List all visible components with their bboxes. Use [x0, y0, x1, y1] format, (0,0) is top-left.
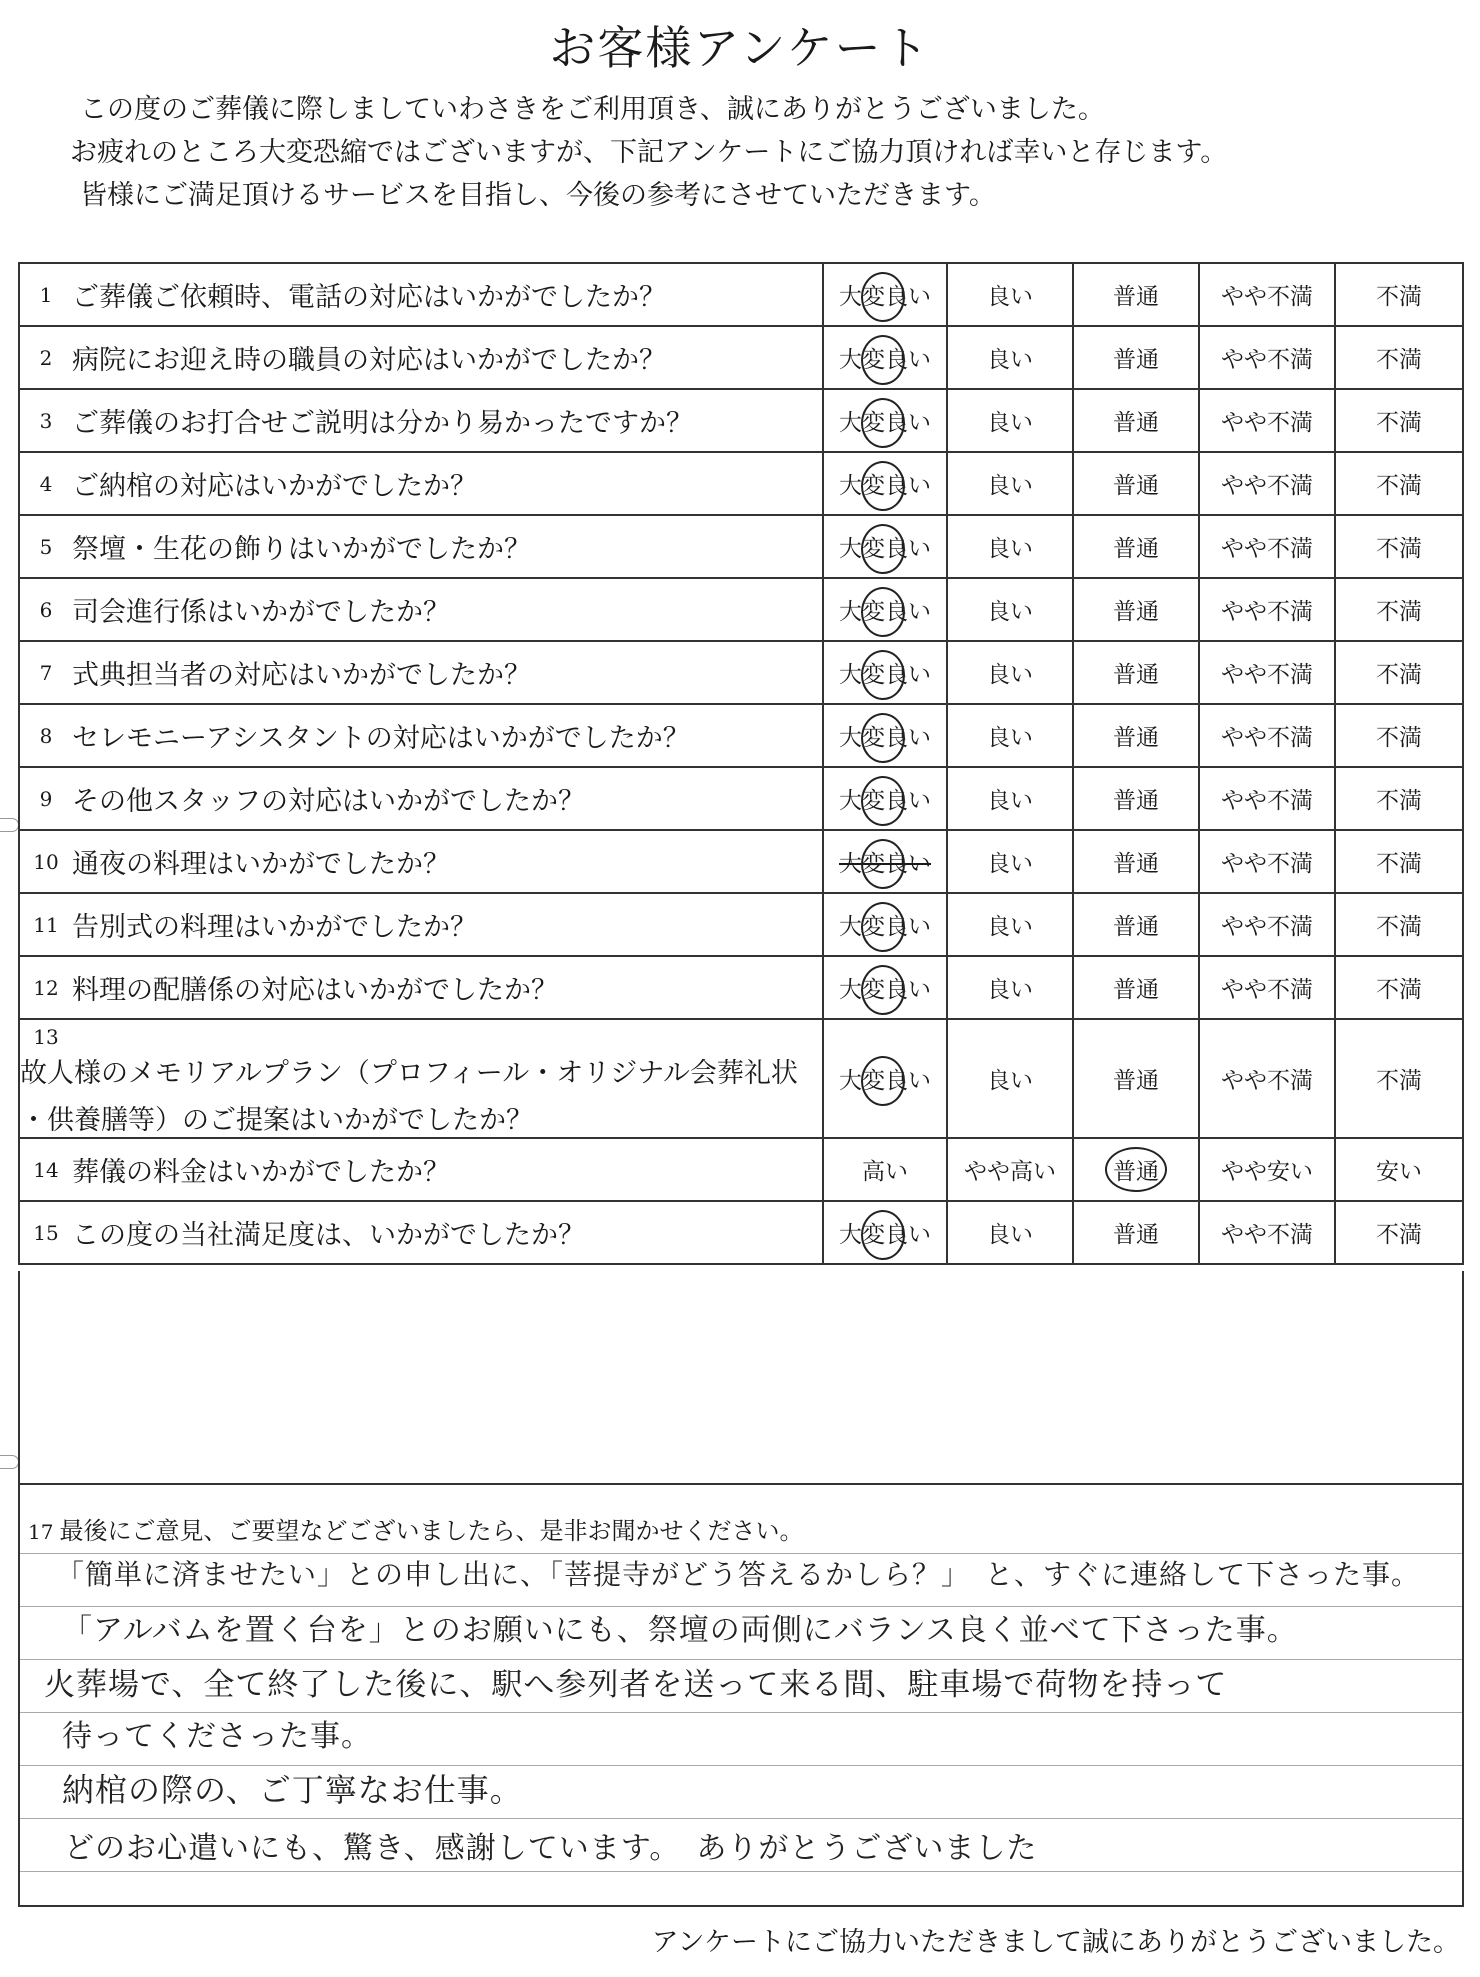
- punch-hole-mark: [0, 818, 19, 832]
- question-number: 13: [33, 1025, 59, 1049]
- question-cell: [19, 1138, 823, 1201]
- rating-option[interactable]: [1073, 263, 1199, 326]
- rating-option[interactable]: [1073, 389, 1199, 452]
- rating-option[interactable]: [1335, 578, 1463, 641]
- question-number: 5: [39, 535, 53, 559]
- rating-option[interactable]: [1335, 1019, 1463, 1138]
- question-text: 司会進行係はいかがでしたか？: [72, 597, 450, 628]
- question-cell: [19, 515, 823, 578]
- rating-option[interactable]: [823, 578, 947, 641]
- rating-option-label: 普通: [1113, 1222, 1159, 1248]
- ruled-line: [20, 1818, 1462, 1819]
- rating-option[interactable]: [1199, 1019, 1335, 1138]
- rating-option[interactable]: [1199, 452, 1335, 515]
- question-row: [19, 263, 1463, 326]
- question-row: [19, 389, 1463, 452]
- question-number: 1: [39, 283, 53, 307]
- rating-option-label: 普通: [1113, 788, 1159, 814]
- rating-option-label: やや不満: [1221, 536, 1313, 562]
- question-text: この度の当社満足度は、いかがでしたか？: [72, 1220, 585, 1251]
- question-number: 7: [39, 661, 53, 685]
- rating-option[interactable]: [1335, 1138, 1463, 1201]
- handwritten-comment: 待ってくださった事。: [62, 1719, 372, 1754]
- rating-option[interactable]: [1073, 1019, 1199, 1138]
- rating-option-label: やや不満: [1221, 662, 1313, 688]
- intro-line: この度のご葬儀に際しましていわさきをご利用頂き、誠にありがとうございました。: [80, 94, 1105, 125]
- rating-option-label: 大変良い: [839, 593, 931, 626]
- rating-option-label: 普通: [1105, 1147, 1167, 1192]
- rating-option-label: 普通: [1113, 284, 1159, 310]
- rating-option-label: 大変良い: [839, 1216, 931, 1249]
- rating-option-label: やや高い: [964, 1159, 1056, 1185]
- question-text-line: 故人様のメモリアルプラン（プロフィール・オリジナル会葬礼状: [20, 1058, 798, 1089]
- question-cell: [19, 704, 823, 767]
- rating-option-label: 良い: [987, 347, 1033, 373]
- handwritten-comment: 納棺の際の、ご丁寧なお仕事。: [62, 1771, 523, 1809]
- rating-option[interactable]: [947, 704, 1073, 767]
- rating-option-label: 大変良い: [839, 530, 931, 563]
- rating-option[interactable]: [1335, 452, 1463, 515]
- handwritten-comment: 火葬場で、全て終了した後に、駅へ参列者を送って来る間、駐車場で荷物を持って: [44, 1667, 1228, 1703]
- question-text: 式典担当者の対応はいかがでしたか？: [72, 660, 531, 691]
- rating-option[interactable]: [947, 767, 1073, 830]
- rating-option[interactable]: [1073, 1201, 1199, 1264]
- question-number: 14: [33, 1158, 59, 1182]
- question-row: [19, 893, 1463, 956]
- rating-option-label: 不満: [1376, 410, 1422, 436]
- question-number: 9: [39, 787, 53, 811]
- rating-option[interactable]: [947, 1138, 1073, 1201]
- rating-option-label: 良い: [987, 473, 1033, 499]
- rating-option-label: 不満: [1376, 284, 1422, 310]
- rating-option-label: 普通: [1113, 851, 1159, 877]
- rating-option[interactable]: [823, 263, 947, 326]
- question-cell: [19, 389, 823, 452]
- rating-option-label: やや不満: [1221, 473, 1313, 499]
- question-row: [19, 704, 1463, 767]
- intro-line: お疲れのところ大変恐縮ではございますが、下記アンケートにご協力頂ければ幸いと存じます。: [70, 137, 1228, 168]
- rating-option[interactable]: [1335, 389, 1463, 452]
- question-cell: [19, 1019, 823, 1138]
- question-cell: [19, 767, 823, 830]
- intro-text: [70, 88, 1227, 217]
- question-text: 病院にお迎え時の職員の対応はいかがでしたか？: [72, 345, 666, 376]
- rating-option-label: やや不満: [1221, 599, 1313, 625]
- rating-option-label: 良い: [987, 662, 1033, 688]
- rating-option-label: 良い: [987, 284, 1033, 310]
- rating-option-label: 大変良い: [839, 908, 931, 941]
- question-text: その他スタッフの対応はいかがでしたか？: [72, 786, 585, 817]
- question-row: [19, 1138, 1463, 1201]
- rating-option-label: 普通: [1113, 473, 1159, 499]
- rating-option-label: 普通: [1113, 410, 1159, 436]
- question-number: 11: [33, 913, 59, 937]
- rating-option-label: やや不満: [1221, 347, 1313, 373]
- rating-option[interactable]: [947, 578, 1073, 641]
- question-row: [19, 641, 1463, 704]
- question-text-line: ・供養膳等）のご提案はいかがでしたか？: [20, 1105, 533, 1136]
- rating-option-label: 普通: [1113, 914, 1159, 940]
- rating-option-label: 不満: [1376, 473, 1422, 499]
- question-number: 6: [39, 598, 53, 622]
- question-row: [19, 956, 1463, 1019]
- rating-option[interactable]: [823, 641, 947, 704]
- rating-option[interactable]: [947, 263, 1073, 326]
- rating-option-label: 不満: [1376, 599, 1422, 625]
- rating-option-label: 大変良い: [839, 404, 931, 437]
- rating-option-label: 大変良い: [839, 278, 931, 311]
- rating-option-label: 大変良い: [839, 467, 931, 500]
- blank-section: [18, 1271, 1464, 1485]
- rating-option-label: 大変良い: [839, 1062, 931, 1095]
- rating-option[interactable]: [1199, 515, 1335, 578]
- punch-hole-mark: [0, 1455, 19, 1469]
- rating-option[interactable]: [1335, 326, 1463, 389]
- rating-option-label: 普通: [1113, 599, 1159, 625]
- rating-option[interactable]: [947, 515, 1073, 578]
- rating-option-label: 良い: [987, 536, 1033, 562]
- rating-option[interactable]: [1073, 1138, 1199, 1201]
- rating-option-label: 良い: [987, 977, 1033, 1003]
- rating-option-label: 不満: [1376, 662, 1422, 688]
- rating-option[interactable]: [823, 452, 947, 515]
- question-row: [19, 1201, 1463, 1264]
- rating-option[interactable]: [823, 389, 947, 452]
- handwritten-comment: 「簡単に済ませたい」との申し出に、「菩提寺がどう答えるかしら？」 と、すぐに連絡して下さった事。: [56, 1558, 1421, 1591]
- rating-option-label: 安い: [1376, 1159, 1422, 1185]
- question-cell: [19, 452, 823, 515]
- rating-option[interactable]: [1199, 326, 1335, 389]
- rating-option[interactable]: [1073, 515, 1199, 578]
- rating-option-label: 普通: [1113, 977, 1159, 1003]
- rating-option-label: 普通: [1113, 725, 1159, 751]
- handwritten-comment: 「アルバムを置く台を」とのお願いにも、祭壇の両側にバランス良く並べて下さった事。: [62, 1613, 1298, 1648]
- rating-option[interactable]: [823, 704, 947, 767]
- handwritten-comment: どのお心遣いにも、驚き、感謝しています。 ありがとうございました: [64, 1831, 1038, 1866]
- rating-option-label: 良い: [987, 788, 1033, 814]
- rating-option[interactable]: [947, 956, 1073, 1019]
- rating-option-label: 良い: [987, 725, 1033, 751]
- rating-option-label: やや不満: [1221, 284, 1313, 310]
- rating-option-label: 大変良い: [839, 971, 931, 1004]
- rating-option[interactable]: [1199, 389, 1335, 452]
- rating-option-label: やや不満: [1221, 1068, 1313, 1094]
- rating-option-label: 不満: [1376, 347, 1422, 373]
- rating-option-label: 不満: [1376, 977, 1422, 1003]
- rating-option[interactable]: [1335, 263, 1463, 326]
- rating-option[interactable]: [1073, 641, 1199, 704]
- rating-option-label: 普通: [1113, 662, 1159, 688]
- question-number: 15: [33, 1221, 59, 1245]
- rating-option-label: やや不満: [1221, 410, 1313, 436]
- rating-option[interactable]: [947, 641, 1073, 704]
- rating-option[interactable]: [823, 767, 947, 830]
- rating-option-label: 良い: [987, 410, 1033, 436]
- rating-option[interactable]: [1199, 1138, 1335, 1201]
- question-number: 10: [33, 850, 59, 874]
- rating-option-label: 良い: [987, 851, 1033, 877]
- rating-option-label: 不満: [1376, 1222, 1422, 1248]
- question-text: 祭壇・生花の飾りはいかがでしたか？: [72, 534, 531, 565]
- question-number: 17: [28, 1520, 54, 1544]
- rating-option[interactable]: [1335, 767, 1463, 830]
- question-cell: [19, 1201, 823, 1264]
- rating-option[interactable]: [1335, 893, 1463, 956]
- rating-option-label: 普通: [1113, 347, 1159, 373]
- question-cell: [19, 830, 823, 893]
- question-text: 葬儀の料金はいかがでしたか？: [72, 1157, 450, 1188]
- rating-option-label: 不満: [1376, 851, 1422, 877]
- question-cell: [19, 263, 823, 326]
- rating-option[interactable]: [1199, 893, 1335, 956]
- rating-option[interactable]: [1335, 956, 1463, 1019]
- rating-option[interactable]: [1335, 515, 1463, 578]
- rating-option-label: 不満: [1376, 914, 1422, 940]
- rating-option-label: やや安い: [1221, 1159, 1313, 1185]
- rating-option[interactable]: [947, 1019, 1073, 1138]
- question-text: セレモニーアシスタントの対応はいかがでしたか？: [72, 723, 690, 754]
- question-cell: [19, 641, 823, 704]
- rating-option-label: やや不満: [1221, 788, 1313, 814]
- rating-option[interactable]: [1073, 578, 1199, 641]
- rating-option-label: やや不満: [1221, 725, 1313, 751]
- rating-option[interactable]: [947, 893, 1073, 956]
- rating-option-label: やや不満: [1221, 914, 1313, 940]
- rating-option[interactable]: [947, 1201, 1073, 1264]
- question-text: ご葬儀ご依頼時、電話の対応はいかがでしたか？: [72, 282, 666, 313]
- question-number: 4: [39, 472, 53, 496]
- question-row: [19, 452, 1463, 515]
- survey-title: お客様アンケート: [549, 21, 931, 75]
- rating-option-label: 良い: [987, 599, 1033, 625]
- question-number: 3: [39, 409, 53, 433]
- rating-option[interactable]: [823, 1019, 947, 1138]
- rating-option-label: 良い: [987, 1222, 1033, 1248]
- question-cell: [19, 326, 823, 389]
- question-row: [19, 326, 1463, 389]
- rating-option-label: 大変良い: [839, 656, 931, 689]
- rating-option[interactable]: [1199, 956, 1335, 1019]
- question-row: [19, 515, 1463, 578]
- rating-option[interactable]: [1335, 830, 1463, 893]
- rating-option[interactable]: [1335, 704, 1463, 767]
- rating-option[interactable]: [947, 326, 1073, 389]
- rating-option-label: 不満: [1376, 725, 1422, 751]
- rating-option[interactable]: [1199, 830, 1335, 893]
- question-text: 通夜の料理はいかがでしたか？: [72, 849, 450, 880]
- question-text: 告別式の料理はいかがでしたか？: [72, 912, 477, 943]
- rating-option[interactable]: [1073, 956, 1199, 1019]
- rating-option[interactable]: [1073, 326, 1199, 389]
- footer-thanks: アンケートにご協力いただきまして誠にありがとうございました。: [651, 1927, 1460, 1958]
- rating-option[interactable]: [1073, 452, 1199, 515]
- rating-option-label: 良い: [987, 1068, 1033, 1094]
- rating-option-label: やや不満: [1221, 851, 1313, 877]
- rating-option-label: やや不満: [1221, 1222, 1313, 1248]
- rating-option-label: やや不満: [1221, 977, 1313, 1003]
- rating-option[interactable]: [1199, 704, 1335, 767]
- rating-option[interactable]: [823, 515, 947, 578]
- rating-option[interactable]: [1199, 1201, 1335, 1264]
- question-cell: [19, 956, 823, 1019]
- rating-option-label: 不満: [1376, 1068, 1422, 1094]
- rating-option[interactable]: [947, 452, 1073, 515]
- rating-option-label: 不満: [1376, 788, 1422, 814]
- rating-option-label: 不満: [1376, 536, 1422, 562]
- rating-option[interactable]: [947, 830, 1073, 893]
- rating-option-label: 高い: [862, 1159, 908, 1185]
- question-row: [19, 1019, 1463, 1138]
- rating-option-label: 普通: [1113, 536, 1159, 562]
- rating-option-label: 普通: [1113, 1068, 1159, 1094]
- rating-option[interactable]: [823, 893, 947, 956]
- question-number: 2: [39, 346, 53, 370]
- question-text: 料理の配膳係の対応はいかがでしたか？: [72, 975, 558, 1006]
- question-row: [19, 767, 1463, 830]
- comments-section: [18, 1483, 1464, 1907]
- rating-option[interactable]: [1199, 578, 1335, 641]
- rating-option[interactable]: [947, 389, 1073, 452]
- rating-option[interactable]: [823, 1201, 947, 1264]
- question-text: [20, 1051, 798, 1137]
- question-cell: [19, 578, 823, 641]
- survey-table: [18, 262, 1464, 1265]
- rating-option[interactable]: [823, 956, 947, 1019]
- rating-option[interactable]: [1335, 641, 1463, 704]
- rating-option-label: 大変良い: [839, 719, 931, 752]
- rating-option[interactable]: [1199, 767, 1335, 830]
- question-text: ご葬儀のお打合せご説明は分かり易かったですか？: [72, 408, 693, 439]
- intro-line: 皆様にご満足頂けるサービスを目指し、今後の参考にさせていただきます。: [80, 180, 996, 211]
- rating-option[interactable]: [823, 1138, 947, 1201]
- comments-prompt: [28, 1511, 803, 1546]
- rating-option[interactable]: [823, 830, 947, 893]
- question-number: 12: [33, 976, 59, 1000]
- rating-option[interactable]: [1199, 263, 1335, 326]
- question-text: ご納棺の対応はいかがでしたか？: [72, 471, 477, 502]
- comments-prompt-text: 最後にご意見、ご要望などございましたら、是非お聞かせください。: [59, 1517, 804, 1545]
- rating-option[interactable]: [1073, 830, 1199, 893]
- ruled-line: [20, 1871, 1462, 1872]
- question-number: 8: [39, 724, 53, 748]
- rating-option[interactable]: [1073, 704, 1199, 767]
- rating-option[interactable]: [1073, 767, 1199, 830]
- question-row: [19, 578, 1463, 641]
- rating-option[interactable]: [1073, 893, 1199, 956]
- rating-option-label: 大変良い: [839, 845, 931, 878]
- rating-option-label: 大変良い: [839, 782, 931, 815]
- rating-option-label: 良い: [987, 914, 1033, 940]
- question-cell: [19, 893, 823, 956]
- rating-option[interactable]: [823, 326, 947, 389]
- rating-option-label: 大変良い: [839, 341, 931, 374]
- question-row: [19, 830, 1463, 893]
- rating-option[interactable]: [1335, 1201, 1463, 1264]
- rating-option[interactable]: [1199, 641, 1335, 704]
